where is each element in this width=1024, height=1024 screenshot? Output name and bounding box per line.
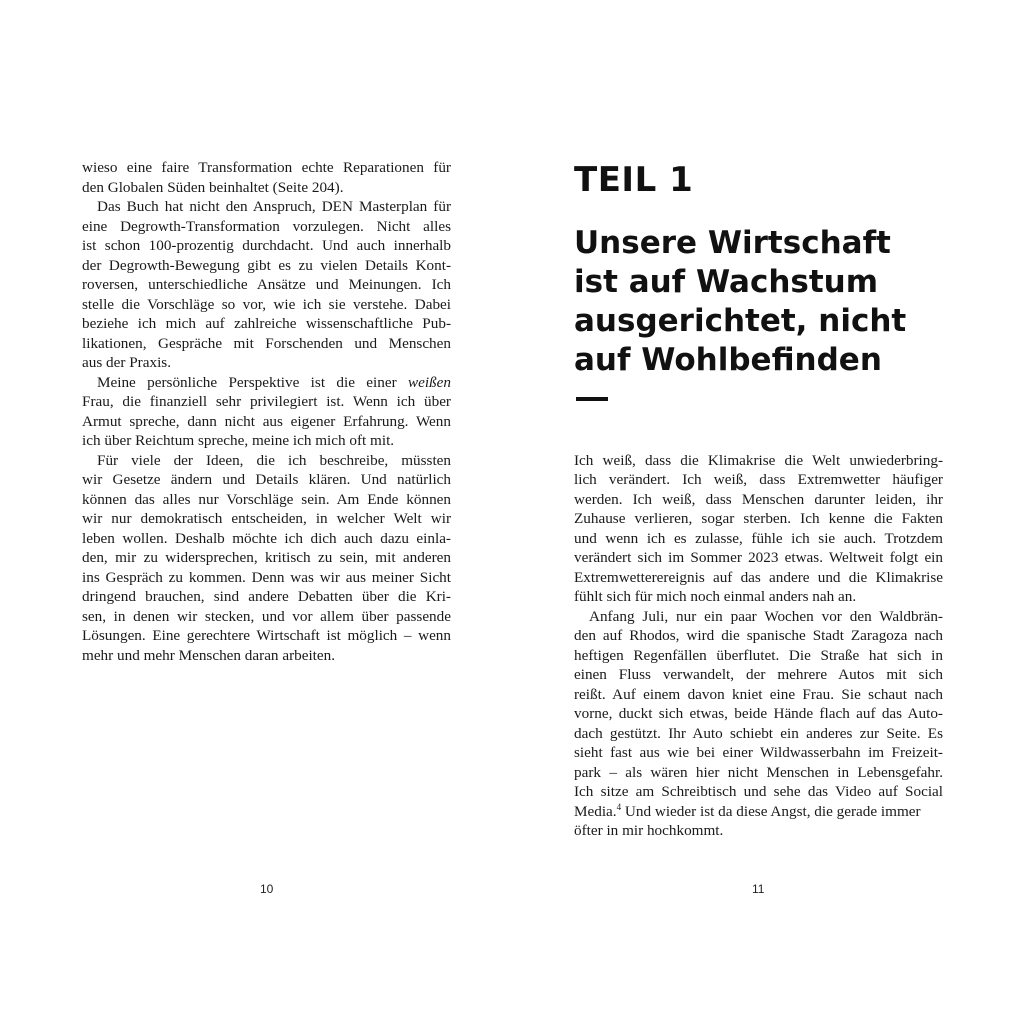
- text-line: lich verändert. Ich weiß, dass Extremwetter häufiger: [574, 471, 943, 488]
- text-line: Für viele der Ideen, die ich beschreibe, müssten: [97, 452, 451, 469]
- text-line: Anfang Juli, nur ein paar Wochen vor den Waldbrän-: [589, 608, 943, 625]
- text-line: sieht fast aus wie bei einer Wildwasserbahn im Freizeit-: [574, 744, 943, 761]
- emphasis-text: weißen: [407, 374, 451, 391]
- text-line: ist schon 100-prozentig durchdacht. Und auch innerhalb: [82, 237, 451, 254]
- chapter-title-line: auf Wohlbefinden: [574, 342, 882, 378]
- text-line: ins Gespräch zu kommen. Denn was wir aus meiner Sicht: [82, 569, 451, 586]
- chapter-title-line: ausgerichtet, nicht: [574, 303, 907, 339]
- text-line: können das alles nur Vorschläge sein. Am Ende können: [82, 491, 451, 508]
- text-line: den, mir zu widersprechen, kritisch zu sein, mit anderen: [82, 549, 451, 566]
- text-line: vorne, duckt sich etwas, beide Hände flach auf das Auto-: [574, 705, 943, 722]
- chapter-title: [574, 224, 954, 380]
- text-line: Ich weiß, dass die Klimakrise die Welt unwiederbring-: [574, 452, 943, 469]
- page-number-left: 10: [260, 882, 274, 896]
- text-line: der Degrowth-Bewegung gibt es zu vielen Details Kont-: [82, 257, 451, 274]
- text-line: likationen, Gespräche mit Forschenden und Menschen: [82, 335, 451, 352]
- text-line: mehr und mehr Menschen daran arbeiten.: [82, 647, 336, 664]
- text-line: öfter in mir hochkommt.: [574, 822, 724, 839]
- part-label: TEIL 1: [574, 160, 694, 200]
- text-line: fühlt sich für mich noch einmal anders nah an.: [574, 588, 857, 605]
- text-line: den auf Rhodos, wird die spanische Stadt Zaragoza nach: [574, 627, 943, 644]
- text-line: werden. Ich weiß, dass Menschen darunter leiden, ihr: [574, 491, 943, 508]
- text-line: park – als wären hier nicht Menschen in Lebensgefahr.: [574, 764, 943, 781]
- text-line: einen Fluss verwandelt, der mehrere Autos mit sich: [574, 666, 943, 683]
- text-line: eine Degrowth-Transformation vorzulegen. Nicht alles: [82, 218, 451, 235]
- text-line: und wenn ich es zulasse, fühle ich sie auch. Trotzdem: [574, 530, 943, 547]
- text-line: Ich sitze am Schreibtisch und sehe das Video auf Social: [574, 783, 943, 800]
- text-line: roversen, unterschiedliche Ansätze und Meinungen. Ich: [82, 276, 451, 293]
- text-line: reißt. Auf einem davon kniet eine Frau. Sie schaut nach: [574, 686, 943, 703]
- text-segment: Meine persönliche Perspektive ist die einer: [97, 374, 397, 391]
- text-line: Zuhause verlieren, sogar sterben. Ich kenne die Fakten: [574, 510, 943, 527]
- text-line: wieso eine faire Transformation echte Reparationen für: [82, 159, 451, 176]
- text-line: sen, in denen wir stecken, und vor allem über passende: [82, 608, 451, 625]
- chapter-title-line: ist auf Wachstum: [574, 264, 879, 300]
- text-segment: Und wieder ist da diese Angst, die gerade immer: [621, 803, 921, 820]
- text-line: wir nur demokratisch entscheiden, in welcher Welt wir: [82, 510, 451, 527]
- text-line: wir Gesetze ändern und Details klären. Und natürlich: [82, 471, 451, 488]
- text-line: heftigen Regenfällen überflutet. Die Straße hat sich in: [574, 647, 943, 664]
- text-line: stelle die Vorschläge so vor, wie ich sie verstehe. Dabei: [82, 296, 451, 313]
- text-line: ich über Reichtum spreche, meine ich mich oft mit.: [82, 432, 395, 449]
- text-line: Lösungen. Eine gerechtere Wirtschaft ist möglich – wenn: [82, 627, 451, 644]
- text-line: [82, 373, 451, 393]
- text-line: Frau, die finanziell sehr privilegiert ist. Wenn ich über: [82, 393, 451, 410]
- footnote-marker: 4: [616, 801, 622, 812]
- chapter-title-line: Unsere Wirtschaft: [574, 225, 891, 261]
- text-line: Das Buch hat nicht den Anspruch, DEN Masterplan für: [97, 198, 451, 215]
- text-line: aus der Praxis.: [82, 354, 171, 371]
- title-divider: [576, 397, 608, 401]
- page-number-right: 11: [752, 882, 765, 896]
- text-line: verändert sich im Sommer 2023 etwas. Weltweit folgt ein: [574, 549, 943, 566]
- text-line: dringend brauchen, sind andere Debatten über die Kri-: [82, 588, 451, 605]
- text-line: dach gestützt. Ihr Auto schiebt ein anderes zur Seite. Es: [574, 725, 943, 742]
- text-line: Extremwetterereignis auf das andere und die Klimakrise: [574, 569, 943, 586]
- text-line: Armut spreche, dann nicht aus eigener Erfahrung. Wenn: [82, 413, 451, 430]
- text-line: den Globalen Süden beinhaltet (Seite 204).: [82, 179, 344, 196]
- text-line: [574, 802, 943, 822]
- text-line: beziehe ich mich auf zahlreiche wissenschaftliche Pub-: [82, 315, 451, 332]
- text-segment: Media.: [574, 803, 617, 820]
- text-line: leben wollen. Deshalb möchte ich dich auch dazu einla-: [82, 530, 451, 547]
